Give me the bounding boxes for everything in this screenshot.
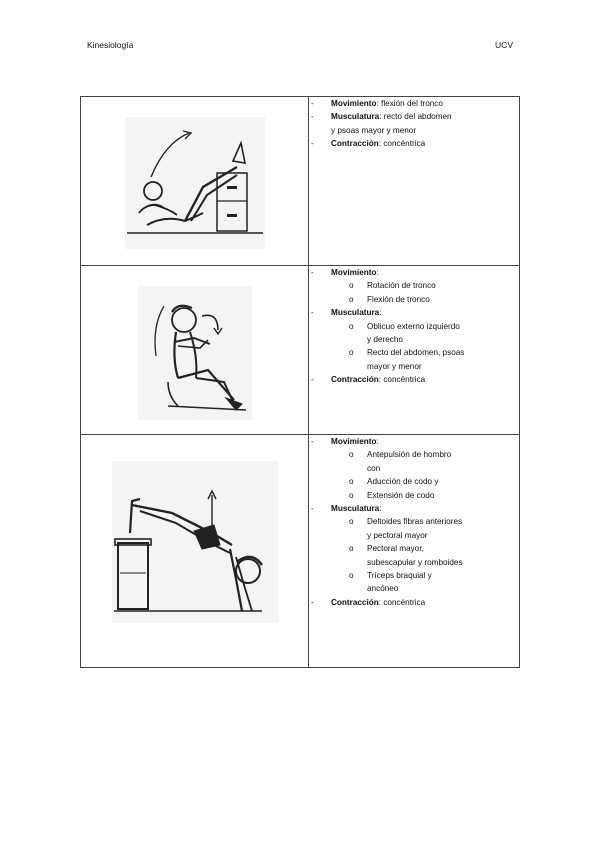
muscle-item: Tríceps braquial y <box>367 571 432 581</box>
muscle-item-cont: y pectoral mayor <box>367 530 428 540</box>
dash-bullet: - <box>311 375 314 385</box>
list-item <box>309 596 519 609</box>
muscle-item: Recto del abdomen, psoas <box>367 348 465 358</box>
movement-item: Aducción de codo y <box>367 477 439 487</box>
figure-cell <box>81 97 309 266</box>
musculatura-label: Musculatura <box>331 308 380 318</box>
figure-cell <box>81 435 309 668</box>
contraccion-value: : concéntrica <box>378 597 426 607</box>
list-item <box>309 266 519 279</box>
sub-item <box>309 569 519 596</box>
musculatura-label: Musculatura <box>331 504 380 514</box>
colon: : <box>376 268 379 277</box>
sub-item <box>309 346 519 373</box>
header-right: UCV <box>495 40 513 50</box>
contraccion-value: : concéntrica <box>378 139 426 149</box>
movement-item: Antepulsión de hombro <box>367 450 452 460</box>
incline-pushup-illustration <box>112 461 278 623</box>
movimiento-value: : flexión del tronco <box>376 99 443 108</box>
musculatura-value-cont: y psoas mayor y menor <box>331 125 417 135</box>
movimiento-label: Movimiento <box>331 99 377 108</box>
muscle-item-cont: mayor y menor <box>367 361 422 371</box>
contraccion-value: : concéntrica <box>378 375 426 385</box>
muscle-item: Deltoides fibras anteriores <box>367 517 463 527</box>
circle-bullet: o <box>349 450 354 460</box>
musculatura-value: : recto del abdomen <box>379 112 452 122</box>
sub-item <box>309 542 519 569</box>
colon: : <box>376 437 379 446</box>
movimiento-label: Movimiento <box>331 437 377 446</box>
table-row <box>81 266 520 435</box>
sub-item <box>309 320 519 347</box>
list-item <box>309 110 519 137</box>
circle-bullet: o <box>349 477 354 487</box>
circle-bullet: o <box>349 490 354 500</box>
dash-bullet: - <box>311 112 314 122</box>
header-left: Kinesiología <box>87 40 134 50</box>
circle-bullet: o <box>349 281 354 291</box>
list-item <box>309 137 519 150</box>
movement-item: Rotación de tronco <box>367 281 436 291</box>
circle-bullet: o <box>349 348 354 358</box>
list-item <box>309 373 519 386</box>
contraccion-label: Contracción <box>331 597 379 607</box>
sub-item <box>309 475 519 488</box>
dash-bullet: - <box>311 268 314 277</box>
figure-cell <box>81 266 309 435</box>
list-item <box>309 502 519 515</box>
movement-item: Extensión de codo <box>367 490 435 500</box>
sub-item <box>309 293 519 306</box>
muscle-item-cont: ancóneo <box>367 584 399 594</box>
sub-item <box>309 489 519 502</box>
dash-bullet: - <box>311 139 314 149</box>
musculatura-label: Musculatura <box>331 112 380 122</box>
movimiento-label: Movimiento <box>331 268 377 277</box>
exercise-table <box>80 96 520 668</box>
trunk-flexion-illustration <box>125 117 265 249</box>
table-row <box>81 97 520 266</box>
muscle-item: Oblicuo externo izquierdo <box>367 321 460 331</box>
dash-bullet: - <box>311 597 314 607</box>
exercise-description <box>309 435 520 668</box>
muscle-item: Pectoral mayor, <box>367 544 424 554</box>
circle-bullet: o <box>349 571 354 581</box>
sub-item <box>309 448 519 475</box>
list-item <box>309 435 519 448</box>
dash-bullet: - <box>311 437 314 446</box>
exercise-description <box>309 97 520 266</box>
table-row <box>81 435 520 668</box>
circle-bullet: o <box>349 517 354 527</box>
trunk-rotation-illustration <box>138 286 252 420</box>
dash-bullet: - <box>311 308 314 318</box>
circle-bullet: o <box>349 294 354 304</box>
exercise-description <box>309 266 520 435</box>
contraccion-label: Contracción <box>331 375 379 385</box>
dash-bullet: - <box>311 99 314 108</box>
list-item <box>309 97 519 110</box>
muscle-item-cont: y derecho <box>367 335 403 345</box>
circle-bullet: o <box>349 544 354 554</box>
sub-item <box>309 279 519 292</box>
colon: : <box>379 504 382 514</box>
colon: : <box>379 308 382 318</box>
movement-item-cont: con <box>367 463 381 473</box>
sub-item <box>309 515 519 542</box>
list-item <box>309 306 519 319</box>
contraccion-label: Contracción <box>331 139 379 149</box>
circle-bullet: o <box>349 321 354 331</box>
muscle-item-cont: subescapular y romboides <box>367 557 463 567</box>
movement-item: Flexión de tronco <box>367 294 430 304</box>
dash-bullet: - <box>311 504 314 514</box>
